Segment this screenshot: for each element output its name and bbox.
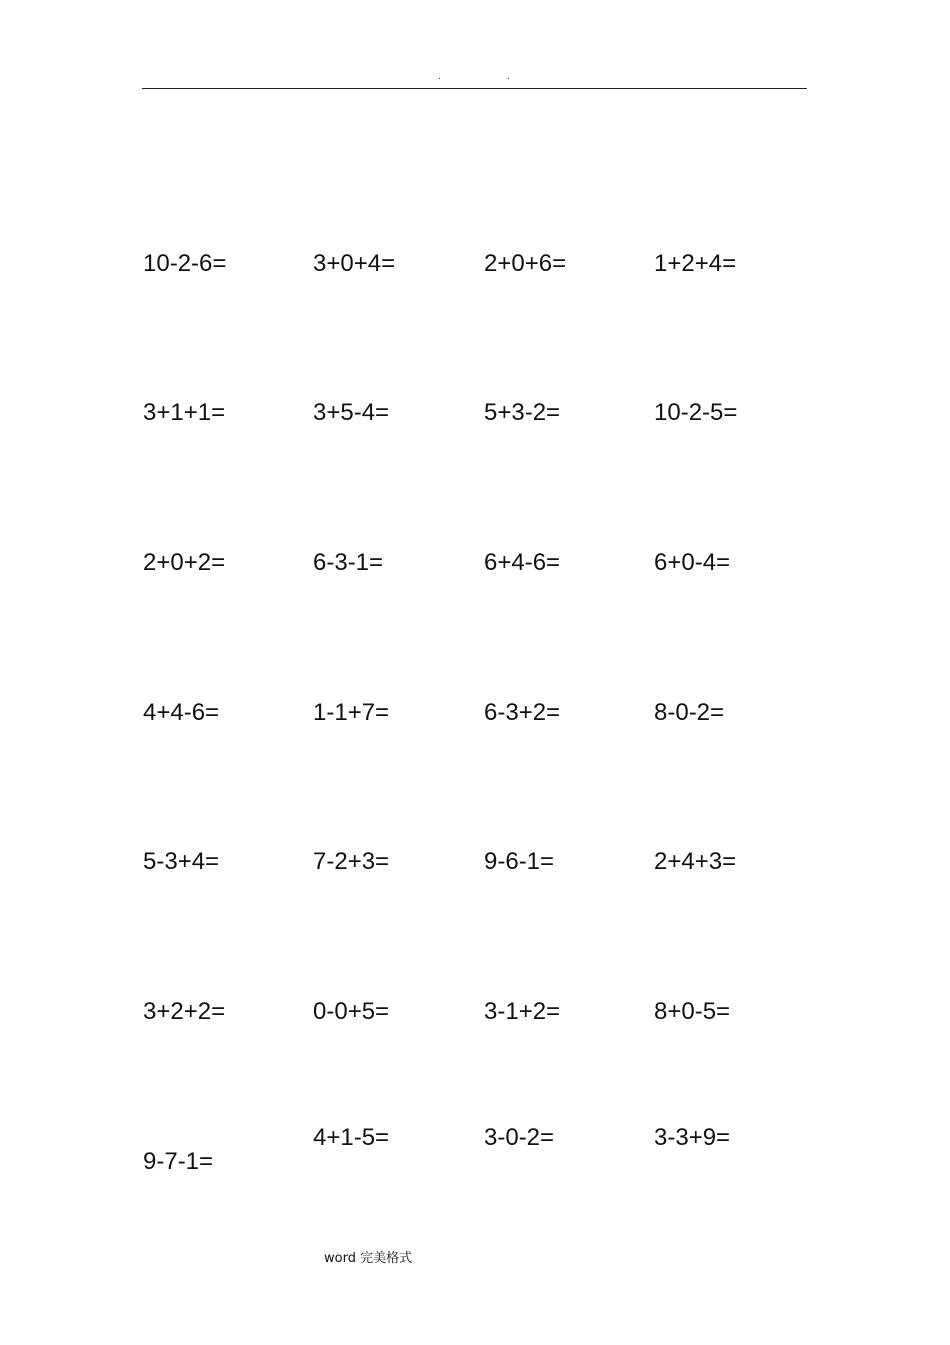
exercise-item: 9-7-1= [143,1148,214,1175]
exercise-item: 3-3+9= [654,1124,731,1151]
exercise-item: 8-0-2= [654,699,725,726]
exercise-item: 6+4-6= [484,549,561,576]
exercise-item: 3+0+4= [313,250,396,277]
exercise-item: 2+4+3= [654,848,737,875]
exercise-item: 4+1-5= [313,1124,390,1151]
exercise-item: 10-2-6= [143,250,227,277]
exercise-item: 7-2+3= [313,848,390,875]
exercise-item: 1-1+7= [313,699,390,726]
exercise-item: 3-1+2= [484,998,561,1025]
exercise-item: 0-0+5= [313,998,390,1025]
exercise-item: 8+0-5= [654,998,731,1025]
exercise-item: 3+2+2= [143,998,226,1025]
header-rule [142,88,807,89]
exercise-item: 5-3+4= [143,848,220,875]
header-mark-left: . [438,71,441,82]
page-header [0,72,950,86]
exercise-item: 3-0-2= [484,1124,555,1151]
exercise-item: 6-3+2= [484,699,561,726]
exercise-item: 10-2-5= [654,399,738,426]
header-mark-right: . [507,71,510,82]
page-footer: word 完美格式 [324,1251,413,1266]
exercise-item: 6+0-4= [654,549,731,576]
exercise-item: 2+0+6= [484,250,567,277]
exercise-item: 4+4-6= [143,699,220,726]
exercise-item: 2+0+2= [143,549,226,576]
exercise-item: 3+5-4= [313,399,390,426]
exercise-item: 5+3-2= [484,399,561,426]
exercise-item: 9-6-1= [484,848,555,875]
exercise-item: 3+1+1= [143,399,226,426]
exercise-item: 1+2+4= [654,250,737,277]
exercise-item: 6-3-1= [313,549,384,576]
